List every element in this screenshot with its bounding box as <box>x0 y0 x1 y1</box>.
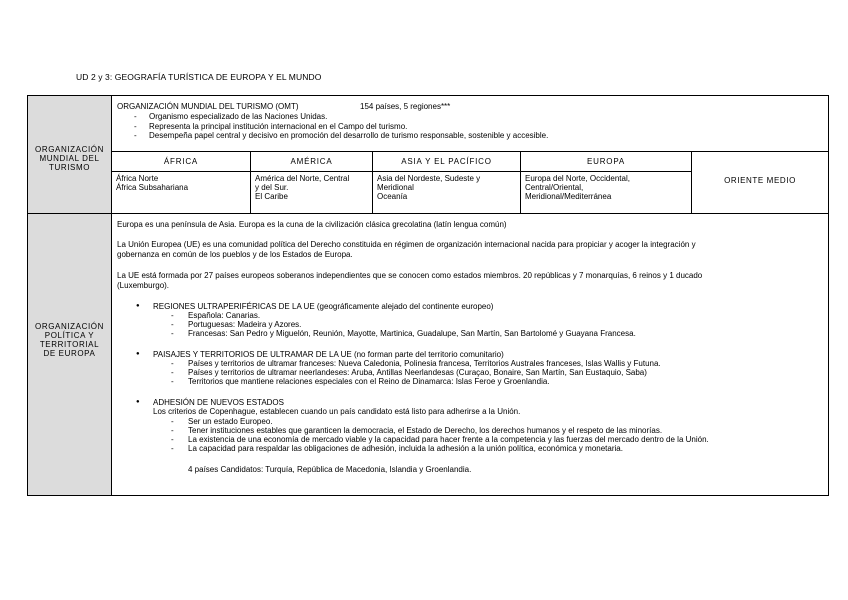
region-name: ÁFRICA <box>112 152 250 172</box>
section-title: ADHESIÓN DE NUEVOS ESTADOS <box>153 398 284 407</box>
omt-heading-line <box>117 102 451 112</box>
section-title: REGIONES ULTRAPERIFÉRICAS DE LA UE (geográficamente alejado del continente europeo) <box>153 302 494 311</box>
section-title: PAISAJES Y TERRITORIOS DE ULTRAMAR DE LA UE (no forman parte del territorio comunitario) <box>153 350 504 359</box>
list-item: - La capacidad para respaldar las obligaciones de adhesión, incluida la adhesión a la unión política, económica y monetaria. <box>188 444 623 454</box>
paragraph: La Unión Europea (UE) es una comunidad política del Derecho constituida en régimen de organización internacional nacida para propiciar y acoger la integración y <box>117 240 696 249</box>
region-africa <box>112 151 251 213</box>
region-line: Europa del Norte, Occidental, <box>525 174 630 183</box>
list-item: - Territorios que mantiene relaciones especiales con el Reino de Dinamarca: Islas Feroe y Groenlandia. <box>188 377 550 387</box>
region-body <box>521 172 691 204</box>
region-line: El Caribe <box>255 192 288 202</box>
omt-bullet-list <box>134 112 548 141</box>
omt-content <box>112 96 828 213</box>
omt-side-line: ORGANIZACIÓN <box>35 145 104 154</box>
omt-count: 154 países, 5 regiones*** <box>360 102 451 111</box>
europa-row <box>28 214 828 495</box>
region-line: América del Norte, Central <box>255 174 350 183</box>
region-name: EUROPA <box>521 152 691 172</box>
europa-side-line: ORGANIZACIÓN <box>35 322 104 331</box>
omt-row <box>28 96 828 214</box>
region-body <box>112 172 250 194</box>
europa-side-line: TERRITORIAL <box>39 340 100 349</box>
section-intro: Los criterios de Copenhague, establecen cuando un país candidato está listo para adherirse a la Unión. <box>153 407 521 416</box>
list-item: - Portuguesas: Madeira y Azores. <box>188 320 301 330</box>
paragraph: gobernanza en común de los pueblos y de los Estados de Europa. <box>117 250 353 259</box>
region-line: Meridional <box>377 183 414 193</box>
region-line: Meridional/Mediterránea <box>525 192 612 202</box>
europa-side-line: POLÍTICA Y <box>44 331 95 340</box>
region-line: Oceanía <box>377 192 408 202</box>
region-body <box>251 172 372 204</box>
candidates-line: 4 países Candidatos: Turquía, República de Macedonia, Islandia y Groenlandia. <box>188 465 472 474</box>
region-line: África Norte <box>116 174 159 183</box>
list-item: - La existencia de una economía de mercado viable y la capacidad para hacer frente a la competencia y las fuerzas del mercado dentro de la Unión. <box>188 435 709 445</box>
region-america <box>251 151 373 213</box>
paragraph: Europa es una península de Asia. Europa es la cuna de la civilización clásica grecolatina (latín lengua común) <box>117 220 507 229</box>
region-europa <box>521 151 692 213</box>
europa-side-line: DE EUROPA <box>43 349 96 358</box>
content-table <box>27 95 829 496</box>
list-item: - Francesas: San Pedro y Miguelón, Reunión, Mayotte, Martinica, Guadalupe, San Martín, San Bartolomé y Guayana Francesa. <box>188 329 636 339</box>
list-item: - Desempeña papel central y decisivo en promoción del desarrollo de turismo responsable, sostenible y accesible. <box>134 131 548 141</box>
list-item: - Representa la principal institución internacional en el Campo del turismo. <box>134 122 548 132</box>
list-item: - Tener instituciones estables que garanticen la democracia, el Estado de Derecho, los derechos humanos y el respeto de las minorías. <box>188 426 662 436</box>
paragraph: La UE está formada por 27 países europeos soberanos independientes que se conocen como estados miembros. 20 repúblicas y 7 monarquías, 6 reinos y 1 ducado <box>117 271 703 280</box>
document-title: UD 2 y 3: GEOGRAFÍA TURÍSTICA DE EUROPA Y EL MUNDO <box>76 72 322 82</box>
omt-side-line: MUNDIAL DEL <box>39 154 100 163</box>
omt-side-line: TURISMO <box>48 163 91 172</box>
paragraph: (Luxemburgo). <box>117 281 170 290</box>
region-line: Central/Oriental, <box>525 183 584 193</box>
europa-side-label <box>28 214 112 495</box>
region-name: AMÉRICA <box>251 152 372 172</box>
list-item: - Países y territorios de ultramar franceses: Nueva Caledonia, Polinesia francesa, Territorios Australes franceses, Islas Wallis y Futuna. <box>188 359 661 369</box>
region-oriente-medio: ORIENTE MEDIO <box>692 151 828 213</box>
list-item: - Organismo especializado de las Naciones Unidas. <box>134 112 548 122</box>
list-item: - Española: Canarias. <box>188 311 260 321</box>
region-line: África Subsahariana <box>116 183 189 193</box>
omt-side-label <box>28 96 112 213</box>
list-item: - Países y territorios de ultramar neerlandeses: Aruba, Antillas Neerlandesas (Curaçao, Bonaire, San Martín, San Eustaquio, Saba) <box>188 368 647 378</box>
region-name: ASIA Y EL PACÍFICO <box>373 152 520 172</box>
region-asia-pacifico <box>373 151 521 213</box>
europa-content <box>112 214 828 495</box>
region-body <box>373 172 520 204</box>
region-line: Asia del Nordeste, Sudeste y <box>377 174 481 183</box>
region-line: y del Sur. <box>255 183 289 193</box>
list-item: - Ser un estado Europeo. <box>188 417 273 427</box>
omt-heading: ORGANIZACIÓN MUNDIAL DEL TURISMO (OMT) <box>117 102 299 111</box>
